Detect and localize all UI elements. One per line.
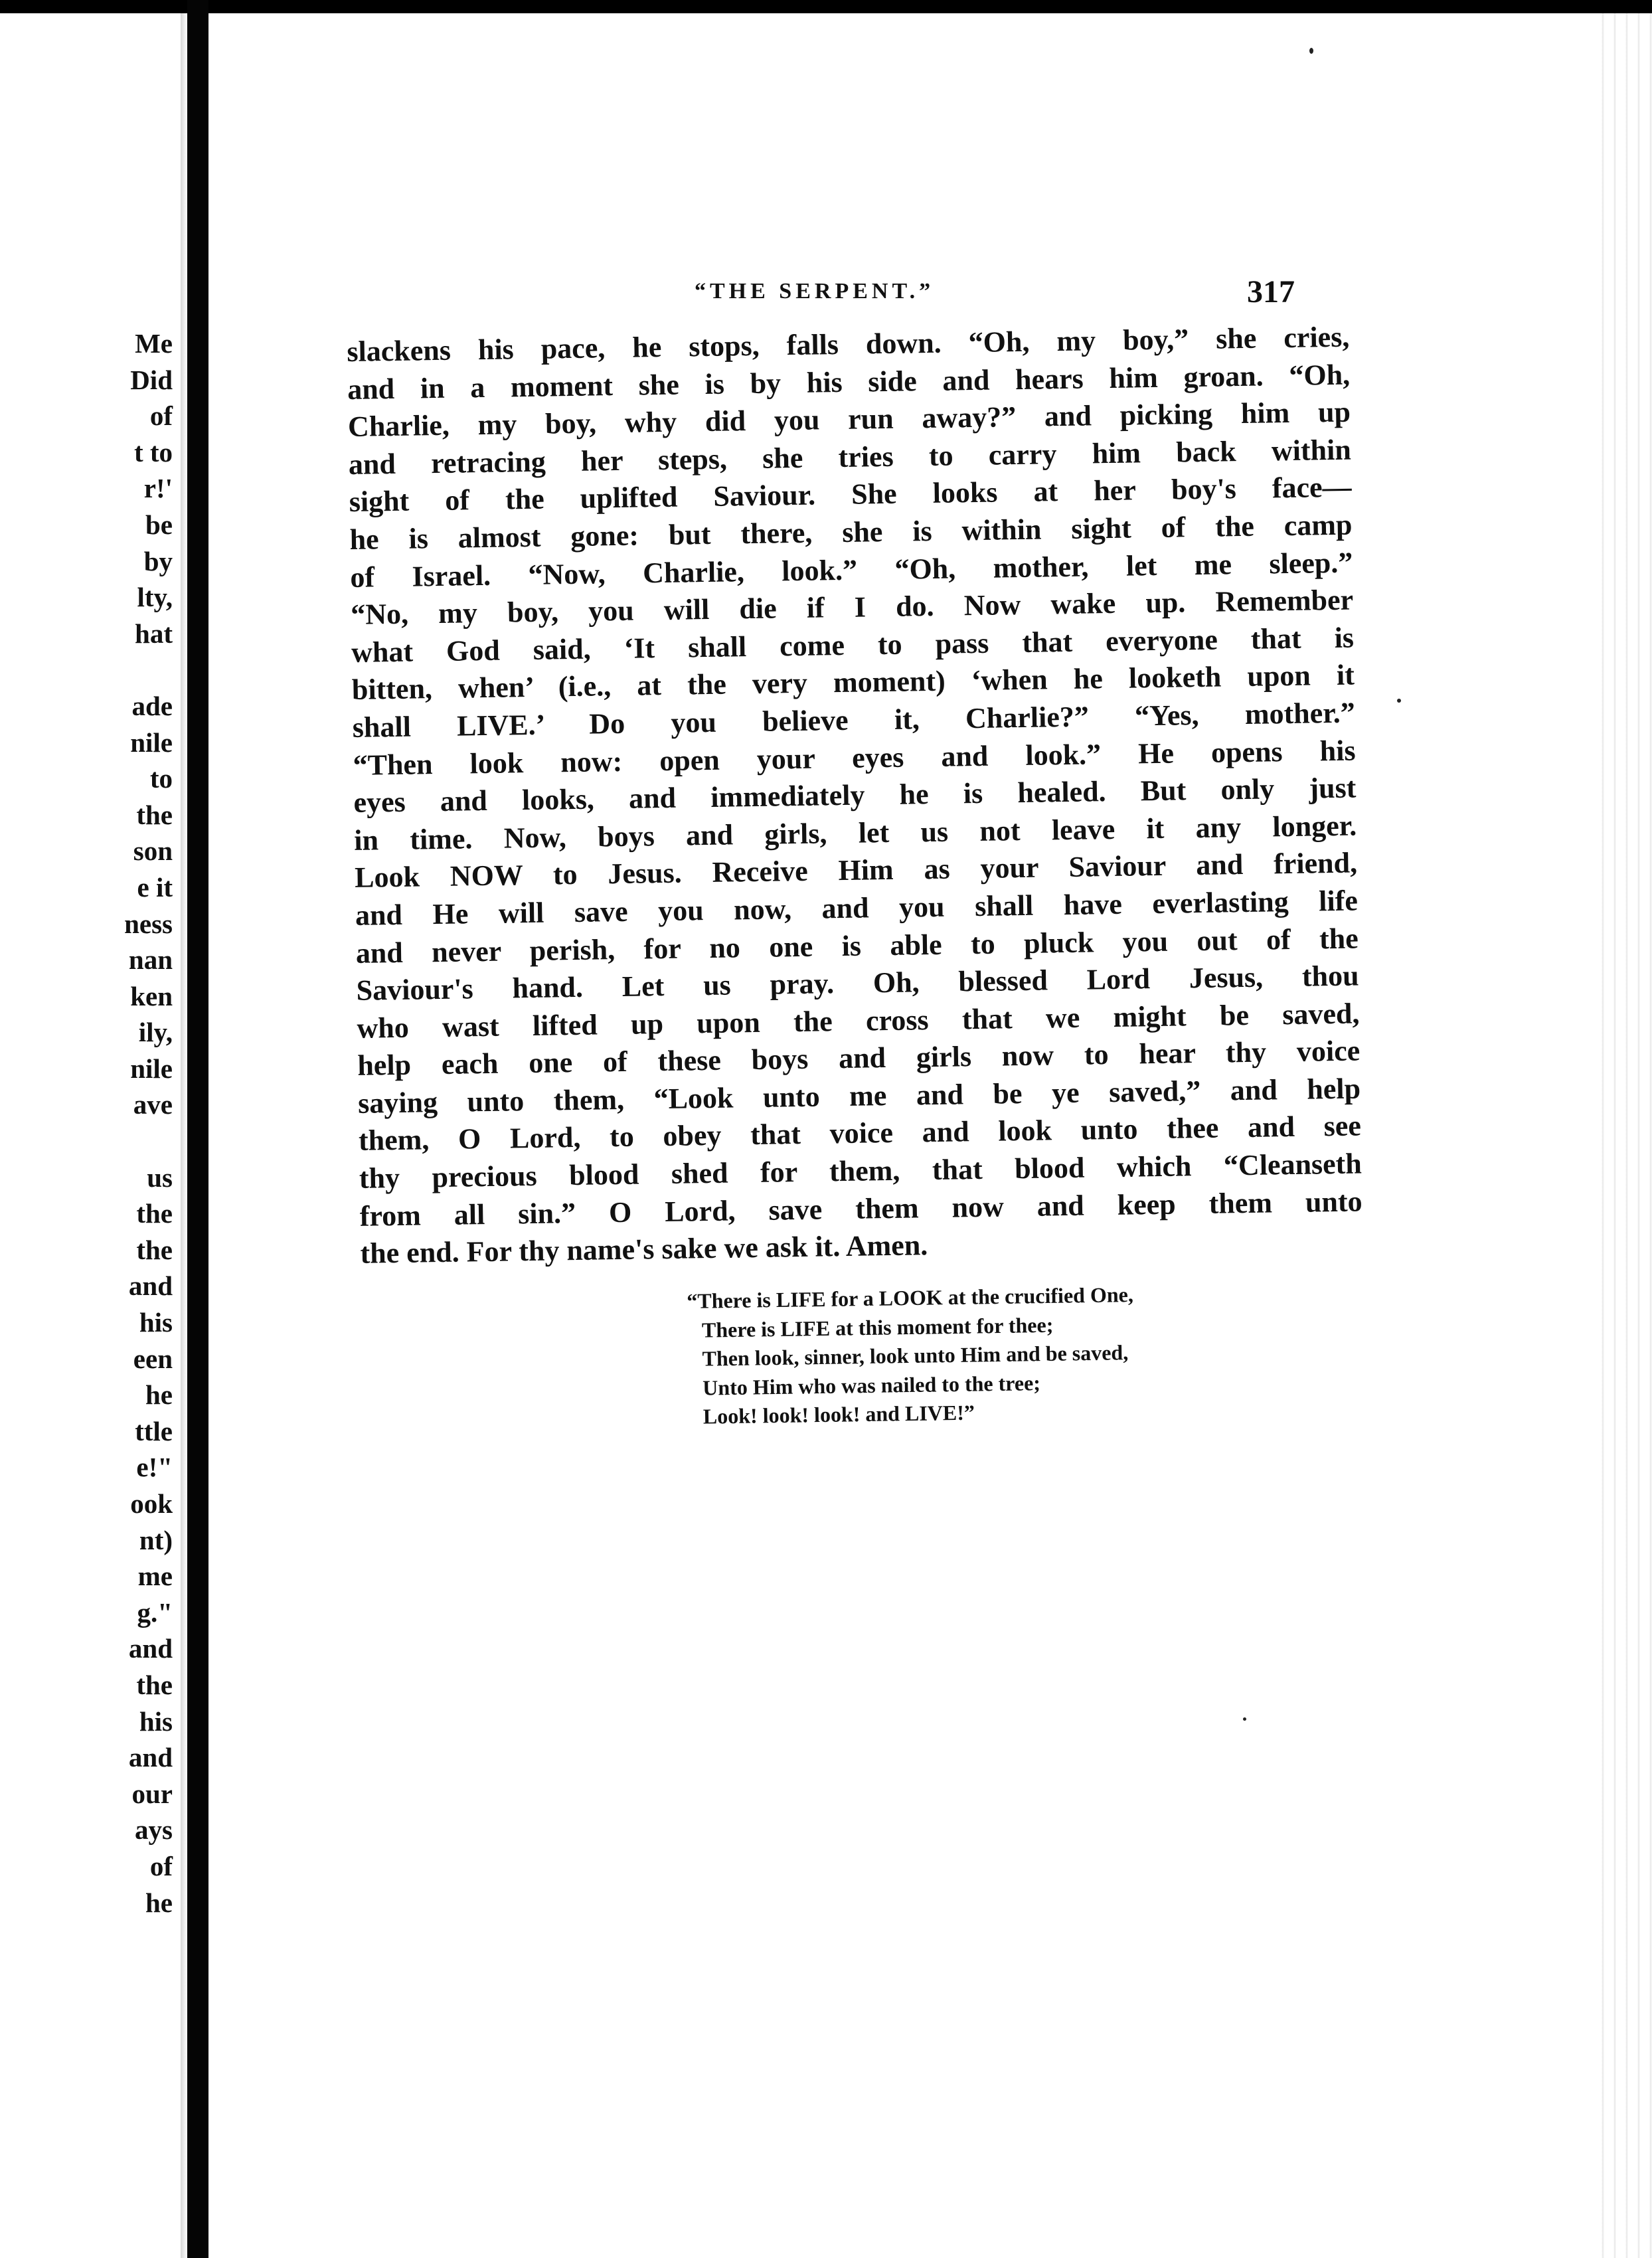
left-page-fragment: lty, <box>137 582 173 613</box>
left-page-fragment: t to <box>133 436 173 468</box>
speck <box>1243 1717 1246 1721</box>
page-edges <box>1592 13 1652 2258</box>
page-number: 317 <box>1247 274 1295 309</box>
body-line: of Israel. “Now, Charlie, look.” “Oh, mother, let me sleep.” <box>350 546 1353 594</box>
left-page-fragment: our <box>131 1778 173 1809</box>
speck <box>1397 699 1401 703</box>
body-line: from all sin.” O Lord, save them now and keep them unto <box>359 1185 1363 1233</box>
left-page-fragment: nan <box>128 944 173 976</box>
left-page-fragment: nile <box>130 1053 173 1084</box>
body-line: slackens his pace, he stops, falls down. “Oh, my boy,” she cries, <box>347 320 1350 368</box>
left-page-fragment: ken <box>130 980 173 1011</box>
left-page-fragment: his <box>139 1705 173 1737</box>
body-line: and never perish, for no one is able to pluck you out of the <box>355 921 1359 970</box>
body-line: eyes and looks, and immediately he is healed. But only just <box>353 771 1357 820</box>
left-page-fragment: and <box>128 1270 173 1302</box>
left-page-fragment <box>124 1123 173 1160</box>
body-line: bitten, when’ (i.e., at the very moment) ‘when he looketh upon it <box>351 658 1355 707</box>
left-page-fragment: ttle <box>135 1415 173 1446</box>
hymn-verse <box>687 1277 1353 1432</box>
body-line: Look NOW to Jesus. Receive Him as your Saviour and friend, <box>354 846 1358 895</box>
body-line: who wast lifted up upon the cross that we might be saved, <box>357 997 1360 1045</box>
body-line: shall LIVE.’ Do you believe it, Charlie?” “Yes, mother.” <box>352 696 1356 744</box>
left-page-fragment: Me <box>135 328 173 359</box>
body-line: them, O Lord, to obey that voice and look unto thee and see <box>358 1109 1362 1158</box>
left-page-edge <box>181 13 187 2258</box>
body-line: and retracing her steps, she tries to carry him back within <box>348 433 1352 481</box>
running-head: “THE SERPENT.” <box>695 279 935 304</box>
left-page-fragment: nile <box>130 727 173 758</box>
body-line: and He will save you now, and you shall have everlasting life <box>355 884 1359 932</box>
speck <box>1309 48 1313 54</box>
left-page-fragment: ook <box>130 1488 173 1519</box>
left-page-fragment: he <box>145 1379 173 1411</box>
body-line: what God said, ‘It shall come to pass that everyone that is <box>351 621 1355 669</box>
body-line: Charlie, my boy, why did you run away?” and picking him up <box>347 395 1351 444</box>
left-page-fragment: the <box>136 1669 173 1700</box>
left-page-fragment: me <box>137 1561 173 1592</box>
body-line: he is almost gone: but there, she is within sight of the camp <box>349 508 1353 556</box>
left-page-fragment: the <box>136 799 173 830</box>
left-page-fragment: hat <box>135 618 173 649</box>
left-page-fragment: he <box>145 1887 173 1918</box>
verse-line: Unto Him who was nailed to the tree; <box>702 1370 1041 1400</box>
left-page-fragment: ness <box>124 908 173 939</box>
book-gutter <box>187 0 208 2258</box>
left-page-fragment: the <box>136 1234 173 1265</box>
left-page-fragment: een <box>133 1343 173 1374</box>
left-page-fragment: ave <box>133 1089 173 1120</box>
body-line: saying unto them, “Look unto me and be ye saved,” and help <box>357 1072 1361 1120</box>
left-page-fragment: and <box>128 1633 173 1664</box>
left-page-fragment: ily, <box>138 1017 173 1048</box>
body-line: thy precious blood shed for them, that blood which “Cleanseth <box>359 1147 1363 1195</box>
body-line: Saviour's hand. Let us pray. Oh, blessed Lord Jesus, thou <box>356 959 1359 1007</box>
left-page-fragment: us <box>147 1162 173 1193</box>
left-page-fragment: to <box>149 763 173 794</box>
left-page-fragment: of <box>149 400 173 432</box>
body-line: help each one of these boys and girls now to hear thy voice <box>357 1034 1361 1083</box>
right-page <box>208 13 1652 2258</box>
verse-line: There is LIFE at this moment for thee; <box>701 1312 1054 1342</box>
left-page-fragment: son <box>133 835 173 867</box>
body-line: the end. For thy name's sake we ask it. Amen. <box>360 1229 928 1270</box>
body-line: “No, my boy, you will die if I do. Now wake up. Remember <box>350 583 1354 632</box>
left-page-fragment: and <box>128 1742 173 1773</box>
left-page <box>0 13 187 2258</box>
left-page-fragment: ade <box>131 690 173 721</box>
left-page-fragment: g." <box>137 1597 173 1628</box>
left-page-fragment: of <box>149 1850 173 1881</box>
left-page-fragment: e it <box>137 871 173 903</box>
verse-line: Look! look! look! and LIVE!” <box>702 1400 975 1429</box>
left-page-fragment: by <box>143 545 173 576</box>
body-line: in time. Now, boys and girls, let us not leave it any longer. <box>353 809 1357 857</box>
verse-line: Then look, sinner, look unto Him and be saved, <box>702 1340 1129 1371</box>
left-page-fragment: Did <box>130 364 173 395</box>
body-line: and in a moment she is by his side and hears him groan. “Oh, <box>347 358 1351 406</box>
body-paragraph <box>347 319 1363 1273</box>
left-page-fragment: ays <box>135 1814 173 1846</box>
body-line: sight of the uplifted Saviour. She looks at her boy's face— <box>349 470 1352 519</box>
left-page-fragment: his <box>139 1307 173 1338</box>
left-page-fragment: nt) <box>139 1524 173 1555</box>
verse-line: “There is LIFE for a LOOK at the crucified One, <box>687 1282 1134 1313</box>
left-page-fragment <box>124 651 173 688</box>
left-page-fragment: e!" <box>136 1452 173 1483</box>
left-page-fragment: r!' <box>143 473 173 504</box>
body-line: “Then look now: open your eyes and look.” He opens his <box>353 734 1356 782</box>
left-page-fragment: the <box>136 1198 173 1229</box>
left-page-fragment: be <box>145 509 173 540</box>
left-page-text-fragments <box>124 325 173 1921</box>
